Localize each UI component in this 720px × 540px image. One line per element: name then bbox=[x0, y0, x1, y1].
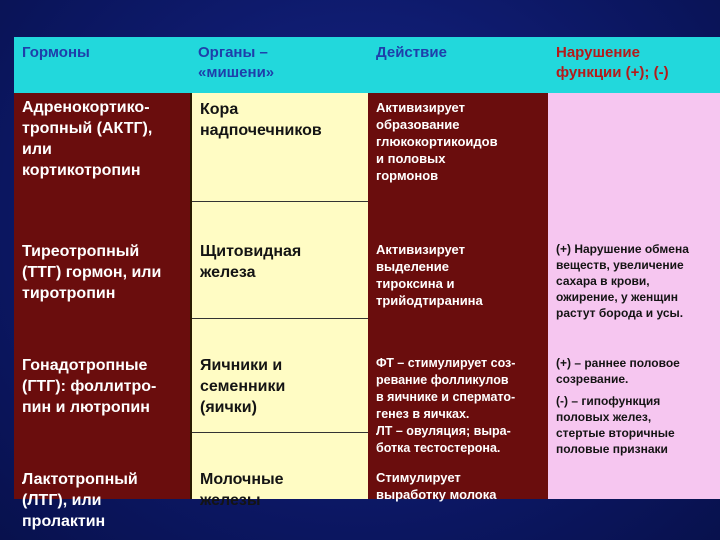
text-line: тиротропин bbox=[22, 285, 116, 302]
target-cell-4 bbox=[200, 469, 368, 511]
text-line: Кора bbox=[200, 101, 239, 118]
text-line: или bbox=[22, 141, 52, 158]
text-line: кортикотропин bbox=[22, 162, 141, 179]
text-line: половые признаки bbox=[556, 442, 668, 456]
row-divider bbox=[192, 318, 368, 319]
text-line: железы bbox=[200, 492, 261, 509]
text-line: ЛТ – овуляция; выра- bbox=[376, 424, 511, 438]
text-line: Тиреотропный bbox=[22, 243, 140, 260]
target-cell-1 bbox=[200, 99, 368, 141]
header-dysfunction bbox=[548, 37, 720, 93]
dysfunction-cell-2 bbox=[556, 241, 720, 321]
text-line: железа bbox=[200, 264, 256, 281]
text-line: тироксина и bbox=[376, 276, 455, 291]
text-line: надпочечников bbox=[200, 122, 322, 139]
text-line: Гонадотропные bbox=[22, 357, 148, 374]
header-targets bbox=[190, 37, 368, 93]
text-line: Активизирует bbox=[376, 242, 465, 257]
hormone-cell-1 bbox=[22, 97, 192, 181]
text-line: (+) Нарушение обмена bbox=[556, 242, 689, 256]
text-line: (яички) bbox=[200, 399, 257, 416]
text-line: образование bbox=[376, 117, 460, 132]
text-line: (ТТГ) гормон, или bbox=[22, 264, 162, 281]
column-hormones bbox=[14, 93, 190, 530]
target-cell-2 bbox=[200, 241, 368, 283]
text-line: (ГТГ): фоллитро- bbox=[22, 378, 157, 395]
hormone-cell-2 bbox=[22, 241, 192, 304]
text-line: ревание фолликулов bbox=[376, 373, 509, 387]
header-action-text: Действие bbox=[376, 44, 447, 61]
text-line: пин и лютропин bbox=[22, 399, 150, 416]
text-line: Адренокортико- bbox=[22, 99, 150, 116]
text-line: ФТ – стимулирует соз- bbox=[376, 356, 516, 370]
text-line: семенники bbox=[200, 378, 286, 395]
text-line: генез в яичках. bbox=[376, 407, 470, 421]
text-line: и половых bbox=[376, 151, 446, 166]
action-cell-2 bbox=[376, 241, 546, 309]
row-divider bbox=[192, 201, 368, 202]
action-cell-4 bbox=[376, 469, 546, 503]
hormone-table bbox=[14, 37, 720, 530]
header-hormones bbox=[14, 37, 190, 93]
text-line: выделение bbox=[376, 259, 449, 274]
text-line: (ЛТГ), или bbox=[22, 492, 102, 509]
text-line: Стимулирует bbox=[376, 470, 461, 485]
text-line: ботка тестостерона. bbox=[376, 441, 501, 455]
action-cell-3 bbox=[376, 355, 546, 457]
action-cell-1 bbox=[376, 99, 546, 184]
dysfunction-cell-3 bbox=[556, 355, 720, 457]
text-line: гормонов bbox=[376, 168, 439, 183]
text-line: сахара в крови, bbox=[556, 274, 650, 288]
text-line: пролактин bbox=[22, 513, 106, 530]
header-targets-line2: «мишени» bbox=[198, 64, 275, 81]
text-line: Активизирует bbox=[376, 100, 465, 115]
text-line: стертые вторичные bbox=[556, 426, 675, 440]
text-line: Щитовидная bbox=[200, 243, 302, 260]
header-dysfunction-line1: Нарушение bbox=[556, 44, 640, 61]
header-hormones-text: Гормоны bbox=[22, 44, 90, 61]
text-line: выработку молока bbox=[376, 487, 497, 502]
text-line: (-) – гипофункция bbox=[556, 394, 661, 408]
column-action bbox=[368, 93, 548, 502]
header-action bbox=[368, 37, 548, 93]
text-line: веществ, увеличение bbox=[556, 258, 684, 272]
text-line: (+) – раннее половое bbox=[556, 356, 680, 370]
column-targets bbox=[190, 93, 368, 509]
text-line: половых желез, bbox=[556, 410, 652, 424]
row-divider bbox=[192, 432, 368, 433]
header-dysfunction-line2: функции (+); (-) bbox=[556, 64, 669, 81]
header-targets-line1: Органы – bbox=[198, 44, 268, 61]
text-line: созревание. bbox=[556, 372, 629, 386]
text-line: трийодтиранина bbox=[376, 293, 483, 308]
text-line: Лактотропный bbox=[22, 471, 138, 488]
column-dysfunction bbox=[548, 93, 720, 499]
text-line: Яичники и bbox=[200, 357, 283, 374]
text-line: глюкокортикоидов bbox=[376, 134, 498, 149]
text-line: Молочные bbox=[200, 471, 284, 488]
text-line: растут борода и усы. bbox=[556, 306, 684, 320]
target-cell-3 bbox=[200, 355, 368, 418]
hormone-cell-3 bbox=[22, 355, 192, 418]
text-line: в яичнике и спермато- bbox=[376, 390, 516, 404]
text-line: ожирение, у женщин bbox=[556, 290, 679, 304]
text-line: тропный (АКТГ), bbox=[22, 120, 153, 137]
hormone-cell-4 bbox=[22, 469, 192, 532]
